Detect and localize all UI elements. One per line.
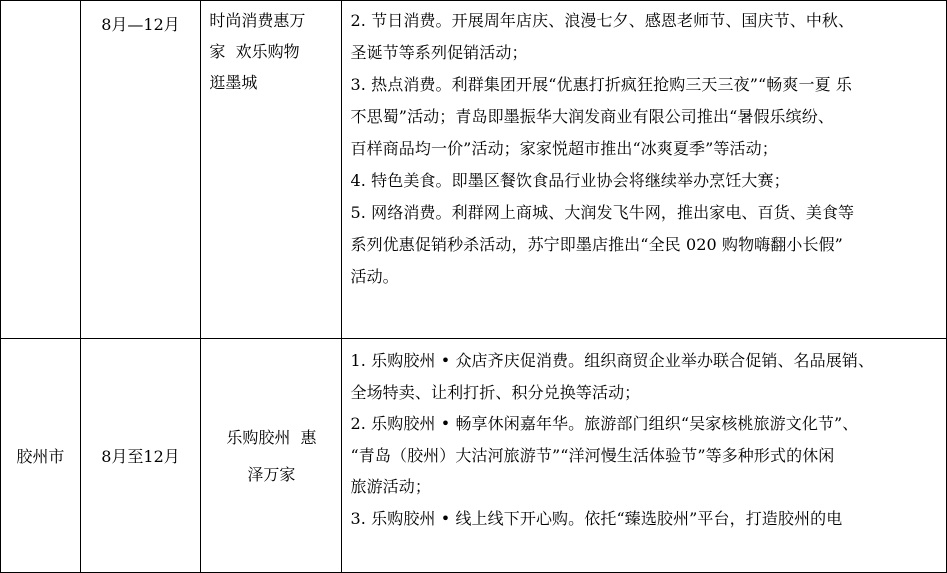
detail-line: 全场特卖、让利打折、积分兑换等活动；: [350, 382, 641, 402]
region-cell: 胶州市: [1, 339, 81, 573]
region-cell: [1, 1, 81, 339]
detail-line: “青岛（胶州）大沽河旅游节”“洋河慢生活体验节”等多种形式的休闲: [350, 445, 835, 465]
activity-name-line: 泽万家: [247, 464, 296, 484]
activity-name-line: 时尚消费惠万: [209, 11, 306, 30]
activity-name-cell: [201, 1, 342, 339]
detail-line: 2. 节日消费。开展周年店庆、浪漫七夕、感恩老师节、国庆节、中秋、: [350, 11, 855, 30]
detail-line: 圣诞节等系列促销活动；: [350, 43, 528, 62]
activity-detail-cell: [342, 339, 947, 573]
detail-line: 4. 特色美食。即墨区餐饮食品行业协会将继续举办烹饪大赛；: [350, 171, 790, 190]
detail-line: 百样商品均一价”活动；家家悦超市推出“冰爽夏季”等活动；: [350, 139, 778, 158]
detail-line: 活动。: [350, 267, 399, 286]
activity-name-line: 逛墨城: [209, 73, 258, 92]
activity-name-cell: [201, 339, 342, 573]
period-cell: 8月—12月: [80, 1, 201, 339]
detail-line: 系列优惠促销秒杀活动，苏宁即墨店推出“全民 020 购物嗨翻小长假”: [350, 235, 843, 254]
detail-line: 1. 乐购胶州 • 众店齐庆促消费。组织商贸企业举办联合促销、名品展销、: [350, 351, 875, 370]
detail-line: 3. 乐购胶州 • 线上线下开心购。依托“臻选胶州”平台，打造胶州的电: [350, 508, 843, 528]
detail-line: 3. 热点消费。利群集团开展“优惠打折疯狂抢购三天三夜”“畅爽一夏 乐: [350, 75, 852, 94]
table-row: [1, 1, 947, 339]
detail-line: 5. 网络消费。利群网上商城、大润发飞牛网，推出家电、百货、美食等: [350, 203, 855, 222]
activity-name-line: 乐购胶州 惠: [226, 427, 317, 447]
period-cell: 8月至12月: [80, 339, 201, 573]
detail-line: 不思蜀”活动；青岛即墨振华大润发商业有限公司推出“暑假乐缤纷、: [350, 107, 834, 126]
detail-line: 2. 乐购胶州 • 畅享休闲嘉年华。旅游部门组织“吴家核桃旅游文化节”、: [350, 414, 859, 433]
activity-detail-cell: [342, 1, 947, 339]
detail-line: 旅游活动；: [350, 477, 431, 496]
activity-name-line: 家 欢乐购物: [209, 42, 300, 61]
table-row: [1, 339, 947, 573]
